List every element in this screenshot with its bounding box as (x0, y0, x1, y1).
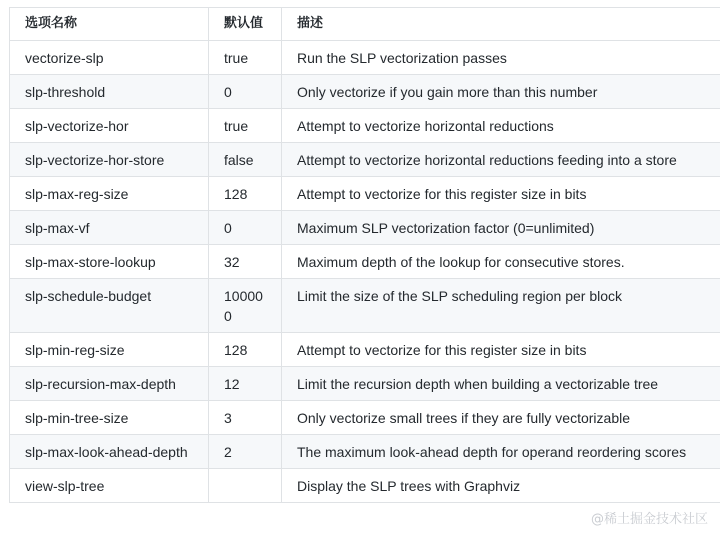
table-row (10, 245, 720, 279)
table-row (10, 279, 720, 333)
watermark: @稀土掘金技术社区 (590, 512, 708, 527)
table-row (10, 333, 720, 367)
header-description: 描述 (282, 8, 720, 41)
cell-option-name: slp-max-look-ahead-depth (10, 435, 209, 469)
cell-option-name: view-slp-tree (10, 469, 209, 503)
table-row (10, 435, 720, 469)
table-row (10, 109, 720, 143)
header-default-value: 默认值 (209, 8, 282, 41)
cell-default-value: 100000 (209, 279, 282, 333)
cell-default-value (209, 469, 282, 503)
cell-option-name: slp-max-store-lookup (10, 245, 209, 279)
cell-default-value: 2 (209, 435, 282, 469)
cell-description: Maximum depth of the lookup for consecutive stores. (282, 245, 720, 279)
cell-option-name: slp-max-reg-size (10, 177, 209, 211)
cell-description: Attempt to vectorize for this register size in bits (282, 177, 720, 211)
cell-default-value: 0 (209, 211, 282, 245)
cell-default-value: true (209, 109, 282, 143)
table-header-row (10, 8, 720, 41)
table-row (10, 143, 720, 177)
options-table-container (9, 7, 720, 503)
table-body (10, 41, 720, 503)
cell-option-name: vectorize-slp (10, 41, 209, 75)
slp-options-table (9, 7, 720, 503)
table-row (10, 469, 720, 503)
cell-option-name: slp-vectorize-hor-store (10, 143, 209, 177)
cell-default-value: 128 (209, 333, 282, 367)
header-option-name: 选项名称 (10, 8, 209, 41)
cell-option-name: slp-max-vf (10, 211, 209, 245)
cell-description: The maximum look-ahead depth for operand reordering scores (282, 435, 720, 469)
cell-option-name: slp-min-tree-size (10, 401, 209, 435)
cell-option-name: slp-schedule-budget (10, 279, 209, 333)
cell-description: Only vectorize if you gain more than this number (282, 75, 720, 109)
cell-option-name: slp-recursion-max-depth (10, 367, 209, 401)
cell-default-value: 12 (209, 367, 282, 401)
cell-option-name: slp-vectorize-hor (10, 109, 209, 143)
cell-default-value: false (209, 143, 282, 177)
cell-default-value: 3 (209, 401, 282, 435)
cell-description: Limit the size of the SLP scheduling region per block (282, 279, 720, 333)
table-row (10, 177, 720, 211)
cell-description: Display the SLP trees with Graphviz (282, 469, 720, 503)
cell-option-name: slp-threshold (10, 75, 209, 109)
cell-description: Maximum SLP vectorization factor (0=unlimited) (282, 211, 720, 245)
cell-default-value: 128 (209, 177, 282, 211)
cell-description: Attempt to vectorize for this register size in bits (282, 333, 720, 367)
cell-description: Attempt to vectorize horizontal reductions feeding into a store (282, 143, 720, 177)
table-row (10, 75, 720, 109)
table-row (10, 211, 720, 245)
cell-description: Limit the recursion depth when building a vectorizable tree (282, 367, 720, 401)
cell-default-value: 0 (209, 75, 282, 109)
table-row (10, 367, 720, 401)
cell-default-value: true (209, 41, 282, 75)
cell-option-name: slp-min-reg-size (10, 333, 209, 367)
cell-default-value: 32 (209, 245, 282, 279)
cell-description: Run the SLP vectorization passes (282, 41, 720, 75)
cell-description: Only vectorize small trees if they are fully vectorizable (282, 401, 720, 435)
cell-description: Attempt to vectorize horizontal reductions (282, 109, 720, 143)
table-row (10, 41, 720, 75)
table-row (10, 401, 720, 435)
